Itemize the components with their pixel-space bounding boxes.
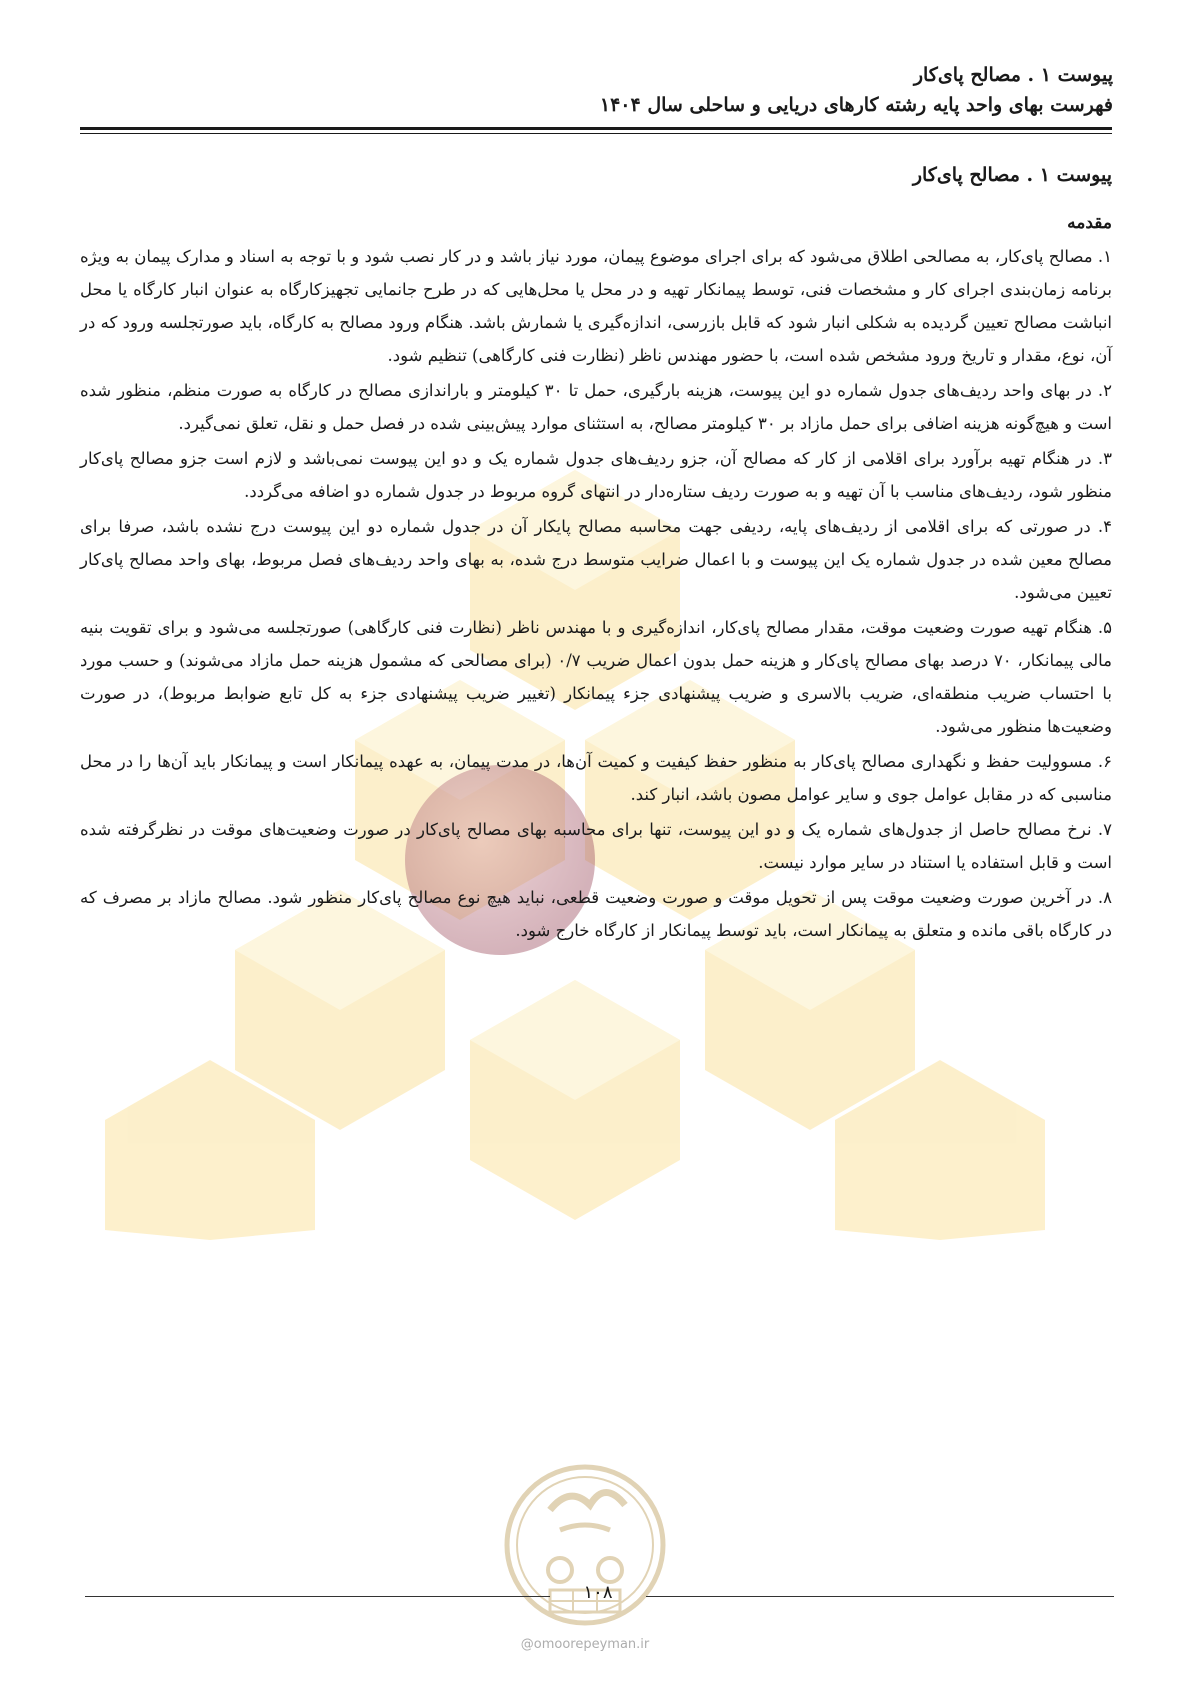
intro-heading: مقدمه [1067, 213, 1112, 233]
section-title: پیوست ۱ . مصالح پای‌کار [912, 164, 1112, 186]
paragraph-1: ۱. مصالح پای‌کار، به مصالحی اطلاق می‌شود که برای اجرای موضوع پیمان، مورد نیاز باشد و در کار نصب شود و با توجه به اسناد و مدارک پیمان به ویژه برنامه زمان‌بندی اجرای کار و مشخصات فنی، توسط پیمانکار تهیه و در محل یا محل‌هایی که در طرح جانمایی تجهیزکارگاه به عنوان انبار کارگاه یا محل انباشت مصالح تعیین گردیده به شکلی انبار شود که قابل بازرسی، اندازه‌گیری یا شمارش باشد. هنگام ورود مصالح به کارگاه، باید صورتجلسه ورود که در آن، نوع، مقدار و تاریخ ورود مشخص شده است، با حضور مهندس ناظر (نظارت فنی کارگاهی) تنظیم شود. [80, 247, 1112, 365]
header-rule-thick [80, 127, 1112, 130]
page-body [80, 160, 1112, 949]
paragraph-4: ۴. در صورتی که برای اقلامی از ردیف‌های پایه، ردیفی جهت محاسبه مصالح پایکار آن در جدول شماره دو این پیوست درج نشده باشد، صرفا برای مصالح معین شده در جدول شماره یک این پیوست و با اعمال ضرایب متوسط درج شده، به بهای واحد ردیف‌های فصل مربوط، بهای واحد مصالح پای‌کار تعیین می‌شود. [80, 517, 1112, 602]
footer-rule-right [646, 1596, 1114, 1597]
paragraph-5: ۵. هنگام تهیه صورت وضعیت موقت، مقدار مصالح پای‌کار، اندازه‌گیری و با مهندس ناظر (نظارت فنی کارگاهی) صورتجلسه می‌شود و برای تقویت بنیه مالی پیمانکار، ۷۰ درصد بهای مصالح پای‌کار و هزینه حمل بدون اعمال ضریب ۰/۷ (برای مصالحی که مشمول هزینه حمل مازاد می‌شوند) و حسب مورد با احتساب ضریب منطقه‌ای، ضریب بالاسری و ضریب پیشنهادی جزء پیمانکار (تغییر ضریب پیشنهادی جزء به کل تابع ضوابط مربوط)، در صورت وضعیت‌ها منظور می‌شود. [80, 618, 1112, 736]
page-number: ۱۰۸ [583, 1582, 613, 1603]
running-header [83, 60, 1113, 120]
paragraph-7: ۷. نرخ مصالح حاصل از جدول‌های شماره یک و دو این پیوست، تنها برای محاسبه بهای مصالح پای‌کار در صورت وضعیت‌های موقت در نظرگرفته شده است و قابل استفاده یا استناد در سایر موارد نیست. [80, 820, 1112, 872]
header-line-title: فهرست بهای واحد پایه رشته کارهای دریایی و ساحلی سال ۱۴۰۴ [599, 94, 1113, 116]
logo-url-text: @omoorepeyman.ir [520, 1637, 650, 1652]
footer-rule-left [85, 1596, 550, 1597]
paragraph-6: ۶. مسوولیت حفظ و نگهداری مصالح پای‌کار به منظور حفظ کیفیت و کمیت آن‌ها، در مدت پیمان، به عهده پیمانکار است و پیمانکار باید آن‌ها را در محل مناسبی که در مقابل عوامل جوی و سایر عوامل مصون باشد، انبار کند. [80, 752, 1112, 804]
paragraph-8: ۸. در آخرین صورت وضعیت موقت پس از تحویل موقت و صورت وضعیت قطعی، نباید هیچ نوع مصالح پای‌کار منظور شود. مصالح مازاد بر مصرف که در کارگاه باقی مانده و متعلق به پیمانکار است، باید توسط پیمانکار از کارگاه خارج شود. [80, 888, 1112, 940]
paragraph-2: ۲. در بهای واحد ردیف‌های جدول شماره دو این پیوست، هزینه بارگیری، حمل تا ۳۰ کیلومتر و باراندازی مصالح در کارگاه به صورت منظم، منظور شده است و هیچ‌گونه هزینه اضافی برای حمل مازاد بر ۳۰ کیلومتر مصالح، به استثنای موارد پیش‌بینی شده در فصل حمل و نقل، تعلق نمی‌گیرد. [80, 381, 1112, 433]
header-rule-thin [80, 133, 1112, 134]
header-line-appendix: پیوست ۱ . مصالح پای‌کار [913, 64, 1113, 86]
paragraph-3: ۳. در هنگام تهیه برآورد برای اقلامی از کار که مصالح آن، جزو ردیف‌های جدول شماره یک و دو این پیوست نمی‌باشد و لازم است جزو مصالح پای‌کار منظور شود، ردیف‌های مناسب با آن تهیه و به صورت ردیف ستاره‌دار در انتهای گروه مربوط در جدول شماره دو اضافه می‌گردد. [80, 449, 1112, 501]
omoorepeyman-logo [490, 1450, 680, 1660]
